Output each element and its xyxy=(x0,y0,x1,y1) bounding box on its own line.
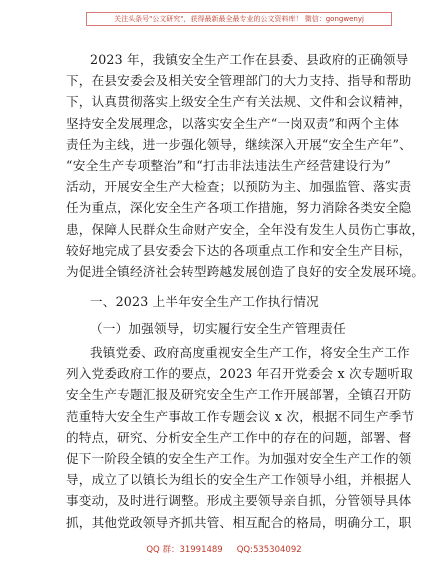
paragraph-line: “安全生产专项整治”和“打击非法违法生产经营建设行为” xyxy=(66,157,391,173)
paragraph-line: 下，认真贯彻落实上级安全生产有关法规、文件和会议精神， xyxy=(66,94,412,110)
footer-contact xyxy=(0,543,448,555)
header-banner: 关注头条号"公文研究"，获得最新最全最专业的公文资料库！ 微信：gongwenyj xyxy=(86,12,392,26)
paragraph-line: 列入党委政府工作的要点，2023 年召开党委会 x 次专题听取 xyxy=(66,366,414,382)
paragraph-line: 活动，开展安全生产大检查；以预防为主、加强监管、落实责 xyxy=(66,179,412,195)
document-body xyxy=(66,49,425,533)
paragraph-line: 范重特大安全生产事故工作专题会议 x 次，根据不同生产季节 xyxy=(66,408,415,424)
paragraph-line: 安全生产专题汇报及研究安全生产工作开展部署，全镇召开防 xyxy=(66,387,412,403)
paragraph-line: 促下一阶段全镇的安全生产工作。为加强对安全生产工作的领 xyxy=(66,451,412,466)
paragraph-leadership xyxy=(66,342,415,533)
paragraph-line: 2023 年，我镇安全生产工作在县委、县政府的正确领导 xyxy=(90,52,409,67)
paragraph-intro xyxy=(66,49,425,282)
paragraph-line: 我镇党委、政府高度重视安全生产工作，将安全生产工作 xyxy=(90,345,410,361)
paragraph-line: 坚持安全发展理念，以落实安全生产“一岗双责”和两个主体 xyxy=(66,115,400,131)
paragraph-line: 较好地完成了县安委会下达的各项重点工作和安全生产目标， xyxy=(66,242,412,258)
paragraph-line: 为促进全镇经济社会转型跨越发展创造了良好的安全发展环境。 xyxy=(66,263,425,279)
footer-qq: QQ:535304092 xyxy=(236,545,302,555)
paragraph-line: 的特点，研究、分析安全生产工作中的存在的问题，部署、督 xyxy=(66,429,412,445)
paragraph-line: 下，在县安委会及相关安全管理部门的大力支持、指导和帮助 xyxy=(66,73,412,89)
section-heading: 一、2023 上半年安全生产工作执行情况 xyxy=(90,294,319,310)
paragraph-line: 抓，其他党政领导齐抓共管、相互配合的格局，明确分工，职 xyxy=(66,514,412,530)
subsection-heading: （一）加强领导，切实履行安全生产管理责任 xyxy=(90,321,346,337)
footer-qq-group: QQ 群：31991489 xyxy=(146,545,223,555)
paragraph-line: 责任为主线，进一步强化领导，继续深入开展“安全生产年”、 xyxy=(66,136,412,152)
paragraph-line: 导，成立了以镇长为组长的安全生产工作领导小组，并根据人 xyxy=(66,472,412,488)
paragraph-line: 事变动，及时进行调整。形成主要领导亲自抓，分管领导具体 xyxy=(66,493,412,509)
paragraph-line: 任为重点，深化安全生产各项工作措施，努力消除各类安全隐 xyxy=(66,200,412,216)
paragraph-line: 患，保障人民群众生命财产安全，全年没有发生人员伤亡事故， xyxy=(66,221,425,237)
